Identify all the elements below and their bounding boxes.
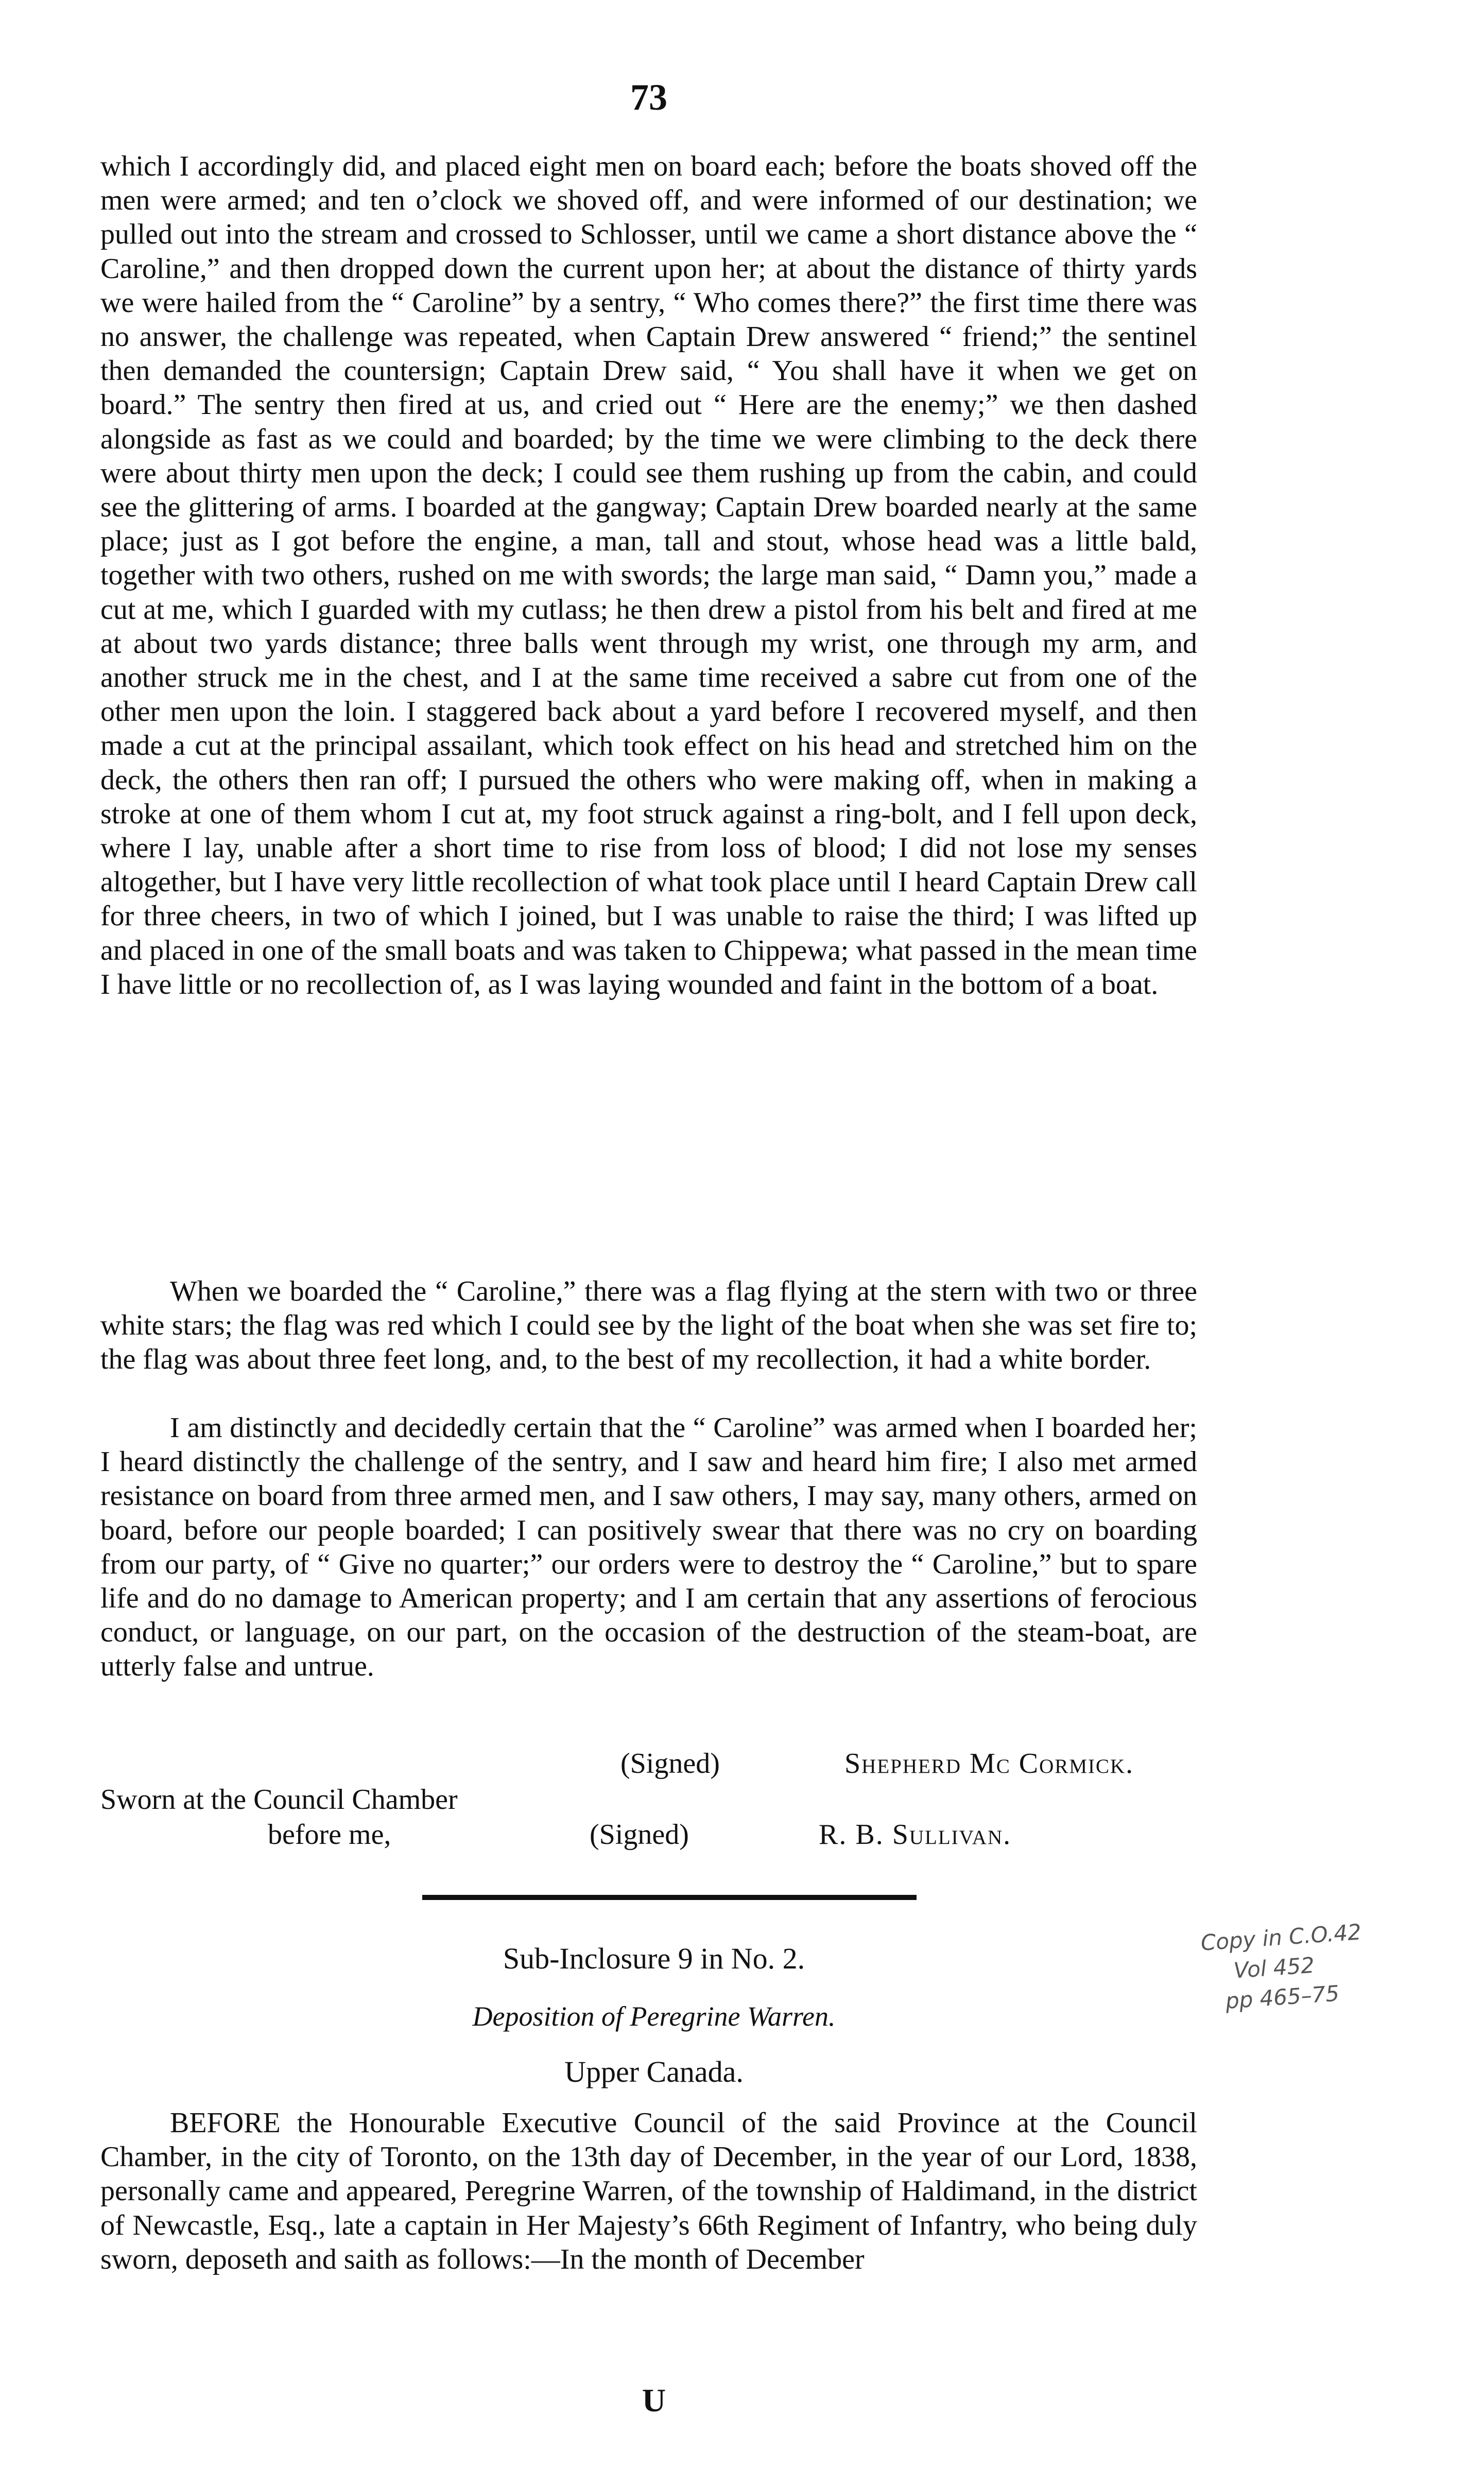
official-signature: R. B. Sullivan. [819,1819,1012,1851]
margin-note-line-2: Vol 452 [1233,1952,1316,1983]
sub-inclosure-title: Sub-Inclosure 9 in No. 2. [503,1942,805,1975]
margin-note-line-3: pp 465–75 [1224,1980,1340,2014]
section-divider [422,1895,917,1900]
page-number: 73 [630,77,667,118]
margin-note-line-1: Copy in C.O.42 [1200,1919,1362,1956]
sworn-before: before me, [268,1819,391,1851]
deposition-title: Deposition of Peregrine Warren. [472,2001,836,2032]
place-heading: Upper Canada. [564,2055,744,2088]
signed-label-1: (Signed) [620,1748,720,1780]
deponent-signature: Shepherd Mc Cormick. [844,1748,1134,1780]
signed-label-2: (Signed) [590,1819,689,1851]
handwritten-margin-note [1200,1917,1367,2017]
deposition-paragraph-3: I am distinctly and decidedly certain that the “ Caroline” was armed when I boarded her; I heard distinctly the challenge of the sentry, and I saw and heard him fire; I also met armed resistance on board from three armed men, and I saw others, I may say, many others, armed on board, before our people boarded; I can positively swear that there was no cry on boarding from our party, of “ Give no quarter;” our orders were to destroy the “ Caroline,” but to spare life and do no damage to American property; and I am certain that any assertions of ferocious conduct, or language, on our part, on the occasion of the destruction of the steam-boat, are utterly false and untrue. [100,1412,1197,1683]
printer-signature-mark: U [642,2382,666,2419]
sworn-statement: Sworn at the Council Chamber [100,1784,458,1816]
warren-opening-paragraph: BEFORE the Honourable Executive Council of the said Province at the Council Chamber, in the city of Toronto, on the 13th day of December, in the year of our Lord, 1838, personally came and appeared, Peregrine Warren, of the township of Haldimand, in the district of Newcastle, Esq., late a captain in Her Majesty’s 66th Regiment of Infantry, who being duly sworn, deposeth and saith as follows:—In the month of December [100,2107,1197,2275]
deposition-paragraph-2: When we boarded the “ Caroline,” there was a flag flying at the stern with two or three white stars; the flag was red which I could see by the light of the boat when she was set fire to; the flag was about three feet long, and, to the best of my recollection, it had a white border. [100,1275,1197,1376]
deposition-paragraph-1: which I accordingly did, and placed eight men on board each; before the boats shoved off the men were armed; and ten o’clock we shoved off, and were informed of our destination; we pulled out into the stream and crossed to Schlosser, until we came a short distance above the “ Caroline,” and then dropped down the current upon her; at about the distance of thirty yards we were hailed from the “ Caroline” by a sentry, “ Who comes there?” the first time there was no answer, the challenge was repeated, when Captain Drew answered “ friend;” the sentinel then demanded the countersign; Captain Drew said, “ You shall have it when we get on board.” The sentry then fired at us, and cried out “ Here are the enemy;” we then dashed alongside as fast as we could and boarded; by the time we were climbing to the deck there were about thirty men upon the deck; I could see them rushing up from the cabin, and could see the glittering of arms. I boarded at the gangway; Captain Drew boarded nearly at the same place; just as I got before the engine, a man, tall and stout, whose head was a little bald, together with two others, rushed on me with swords; the large man said, “ Damn you,” made a cut at me, which I guarded with my cutlass; he then drew a pistol from his belt and fired at me at about two yards distance; three balls went through my wrist, one through my arm, and another struck me in the chest, and I at the same time received a sabre cut from one of the other men upon the loin. I staggered back about a yard before I recovered myself, and then made a cut at the principal assailant, which took effect on his head and stretched him on the deck, the others then ran off; I pursued the others who were making off, when in making a stroke at one of them whom I cut at, my foot struck against a ring-bolt, and I fell upon deck, where I lay, unable after a short time to rise from loss of blood; I did not lose my senses altogether, but I have very little recollection of what took place until I heard Captain Drew call for three cheers, in two of which I joined, but I was unable to raise the third; I was lifted up and placed in one of the small boats and was taken to Chippewa; what passed in the mean time I have little or no recollection of, as I was laying wounded and faint in the bottom of a boat. [100,150,1197,1000]
